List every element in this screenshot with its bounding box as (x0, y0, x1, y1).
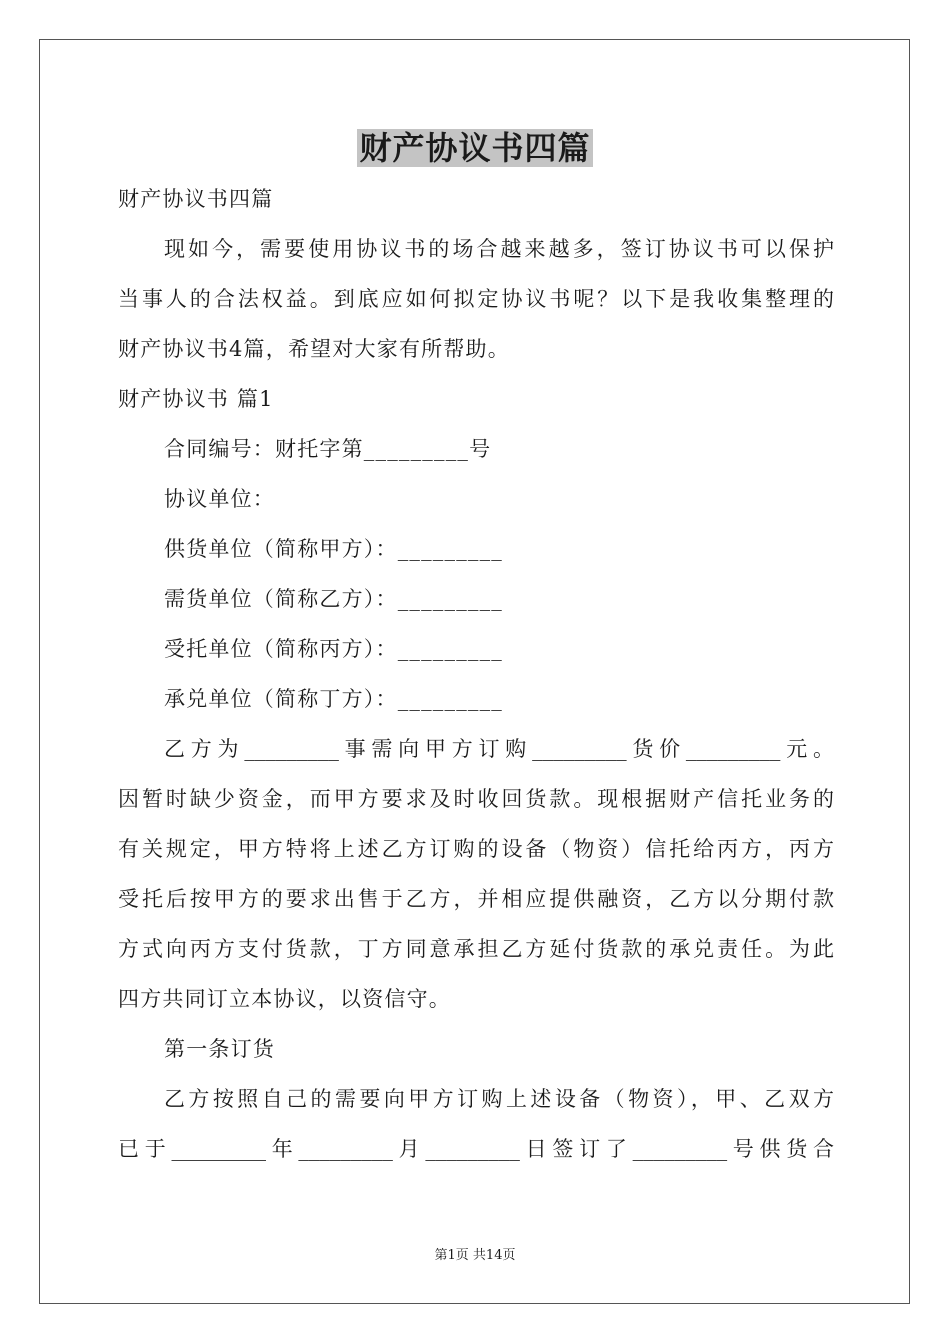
document-title: 财产协议书四篇 (359, 129, 591, 167)
paragraph-line: 财产协议书4篇，希望对大家有所帮助。 (118, 337, 510, 361)
paragraph-line: 已于_________年_________月_________日签订了_________号供货合 (118, 1137, 834, 1161)
paragraph-line: 因暂时缺少资金，而甲方要求及时收回货款。现根据财产信托业务的 (118, 787, 834, 811)
page-border (39, 39, 910, 1304)
paragraph-line: 方式向丙方支付货款，丁方同意承担乙方延付货款的承兑责任。为此 (118, 937, 834, 961)
page-footer: 第1页 共14页 (434, 1248, 516, 1263)
paragraph-line: 乙方为_________事需向甲方订购_________货价_________元。 (164, 737, 834, 761)
paragraph-line: 当事人的合法权益。到底应如何拟定协议书呢？以下是我收集整理的 (118, 287, 834, 311)
party-line: 受托单位（简称丙方）：_________ (164, 637, 503, 661)
paragraph-line: 现如今，需要使用协议书的场合越来越多，签订协议书可以保护 (164, 237, 834, 261)
section-heading: 财产协议书 篇1 (118, 387, 274, 411)
paragraph-line: 乙方按照自己的需要向甲方订购上述设备（物资），甲、乙双方 (164, 1087, 834, 1111)
article-heading: 第一条订货 (164, 1037, 275, 1061)
paragraph-line: 受托后按甲方的要求出售于乙方，并相应提供融资，乙方以分期付款 (118, 887, 834, 911)
contract-number-line: 合同编号：财托字第_________号 (164, 437, 492, 461)
paragraph-line: 四方共同订立本协议，以资信守。 (118, 987, 451, 1011)
party-line: 供货单位（简称甲方）：_________ (164, 537, 503, 561)
subtitle-line: 财产协议书四篇 (118, 187, 274, 211)
party-line: 承兑单位（简称丁方）：_________ (164, 687, 503, 711)
parties-heading: 协议单位： (164, 487, 275, 511)
paragraph-line: 有关规定，甲方特将上述乙方订购的设备（物资）信托给丙方，丙方 (118, 837, 834, 861)
party-line: 需货单位（简称乙方）：_________ (164, 587, 503, 611)
